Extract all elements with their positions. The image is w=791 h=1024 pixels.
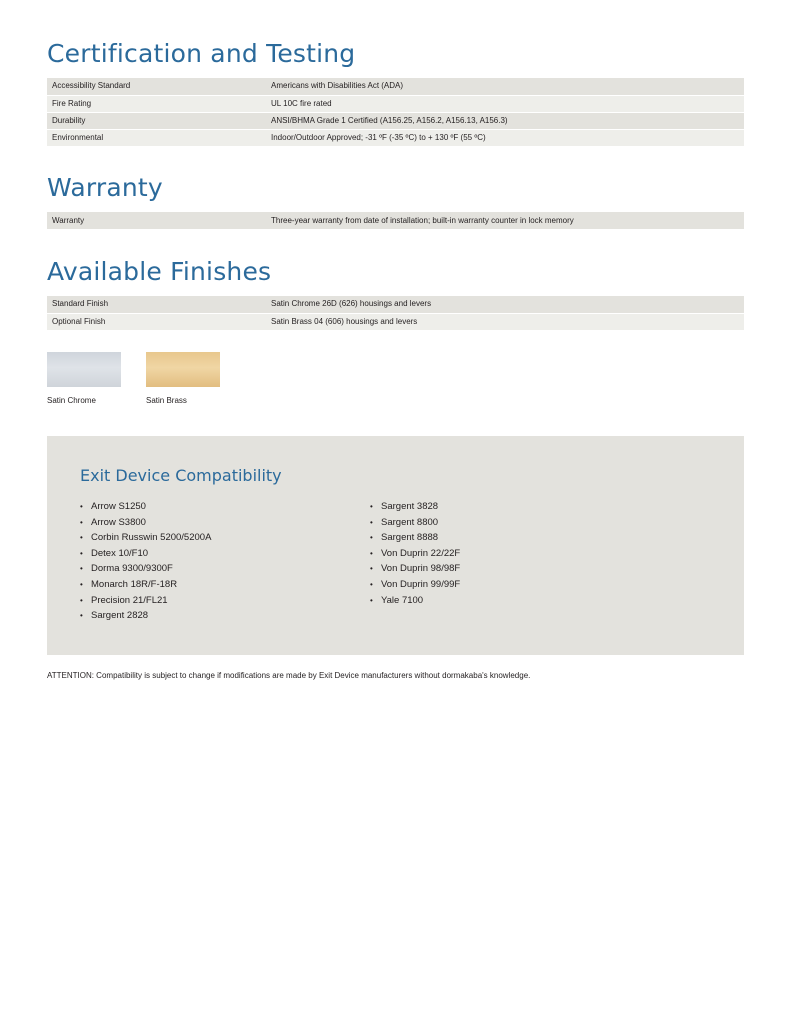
compatibility-column-right (370, 499, 660, 624)
list-item: • Precision 21/FL21 (80, 593, 370, 609)
table-cell-label: Standard Finish (47, 296, 264, 313)
list-item: • Von Duprin 98/98F (370, 561, 660, 577)
swatch-label-brass: Satin Brass (146, 396, 187, 405)
table-cell-label: Accessibility Standard (47, 78, 264, 95)
page-title-warranty: Warranty (47, 173, 163, 202)
table-row (47, 78, 744, 95)
list-item: • Yale 7100 (370, 593, 660, 609)
table-row (47, 313, 744, 330)
table-row (47, 95, 744, 112)
table-cell-value: UL 10C fire rated (264, 95, 744, 112)
document-content (47, 38, 744, 681)
compatibility-columns (80, 499, 700, 624)
list-item: • Von Duprin 99/99F (370, 577, 660, 593)
compatibility-title: Exit Device Compatibility (80, 466, 282, 485)
table-cell-label: Fire Rating (47, 95, 264, 112)
compatibility-list-left (80, 499, 370, 624)
attention-note: ATTENTION: Compatibility is subject to change if modifications are made by Exit Device manufacturers without dormakaba's knowledge. (47, 671, 531, 680)
list-item: • Arrow S3800 (80, 515, 370, 531)
table-cell-value: Americans with Disabilities Act (ADA) (264, 78, 744, 95)
swatch-label-chrome: Satin Chrome (47, 396, 96, 405)
list-item: • Sargent 3828 (370, 499, 660, 515)
table-row (47, 112, 744, 129)
list-item: • Sargent 8800 (370, 515, 660, 531)
list-item: • Von Duprin 22/22F (370, 546, 660, 562)
finish-swatches (47, 352, 744, 406)
table-cell-value: ANSI/BHMA Grade 1 Certified (A156.25, A156.2, A156.13, A156.3) (264, 112, 744, 129)
table-row (47, 296, 744, 313)
table-cell-value: Three-year warranty from date of installation; built-in warranty counter in lock memory (264, 212, 744, 229)
table-cell-value: Satin Chrome 26D (626) housings and levers (264, 296, 744, 313)
table-row (47, 212, 744, 229)
page-title-certification: Certification and Testing (47, 39, 356, 68)
table-cell-value: Satin Brass 04 (606) housings and levers (264, 313, 744, 330)
finishes-table (47, 296, 744, 330)
list-item: • Sargent 2828 (80, 608, 370, 624)
exit-device-compatibility-panel (47, 436, 744, 655)
satin-chrome-swatch (47, 352, 121, 387)
list-item: • Corbin Russwin 5200/5200A (80, 530, 370, 546)
swatch-block-brass (146, 352, 220, 406)
page-title-finishes: Available Finishes (47, 257, 272, 286)
table-cell-label: Environmental (47, 129, 264, 146)
list-item: • Arrow S1250 (80, 499, 370, 515)
list-item: • Dorma 9300/9300F (80, 561, 370, 577)
satin-brass-swatch (146, 352, 220, 387)
table-row (47, 129, 744, 146)
table-cell-value: Indoor/Outdoor Approved; -31 ºF (-35 ºC) to + 130 ºF (55 ºC) (264, 129, 744, 146)
list-item: • Detex 10/F10 (80, 546, 370, 562)
table-cell-label: Durability (47, 112, 264, 129)
list-item: • Sargent 8888 (370, 530, 660, 546)
warranty-table (47, 212, 744, 229)
table-cell-label: Optional Finish (47, 313, 264, 330)
table-cell-label: Warranty (47, 212, 264, 229)
list-item: • Monarch 18R/F-18R (80, 577, 370, 593)
certification-table (47, 78, 744, 146)
compatibility-list-right (370, 499, 660, 608)
swatch-block-chrome (47, 352, 121, 406)
compatibility-column-left (80, 499, 370, 624)
